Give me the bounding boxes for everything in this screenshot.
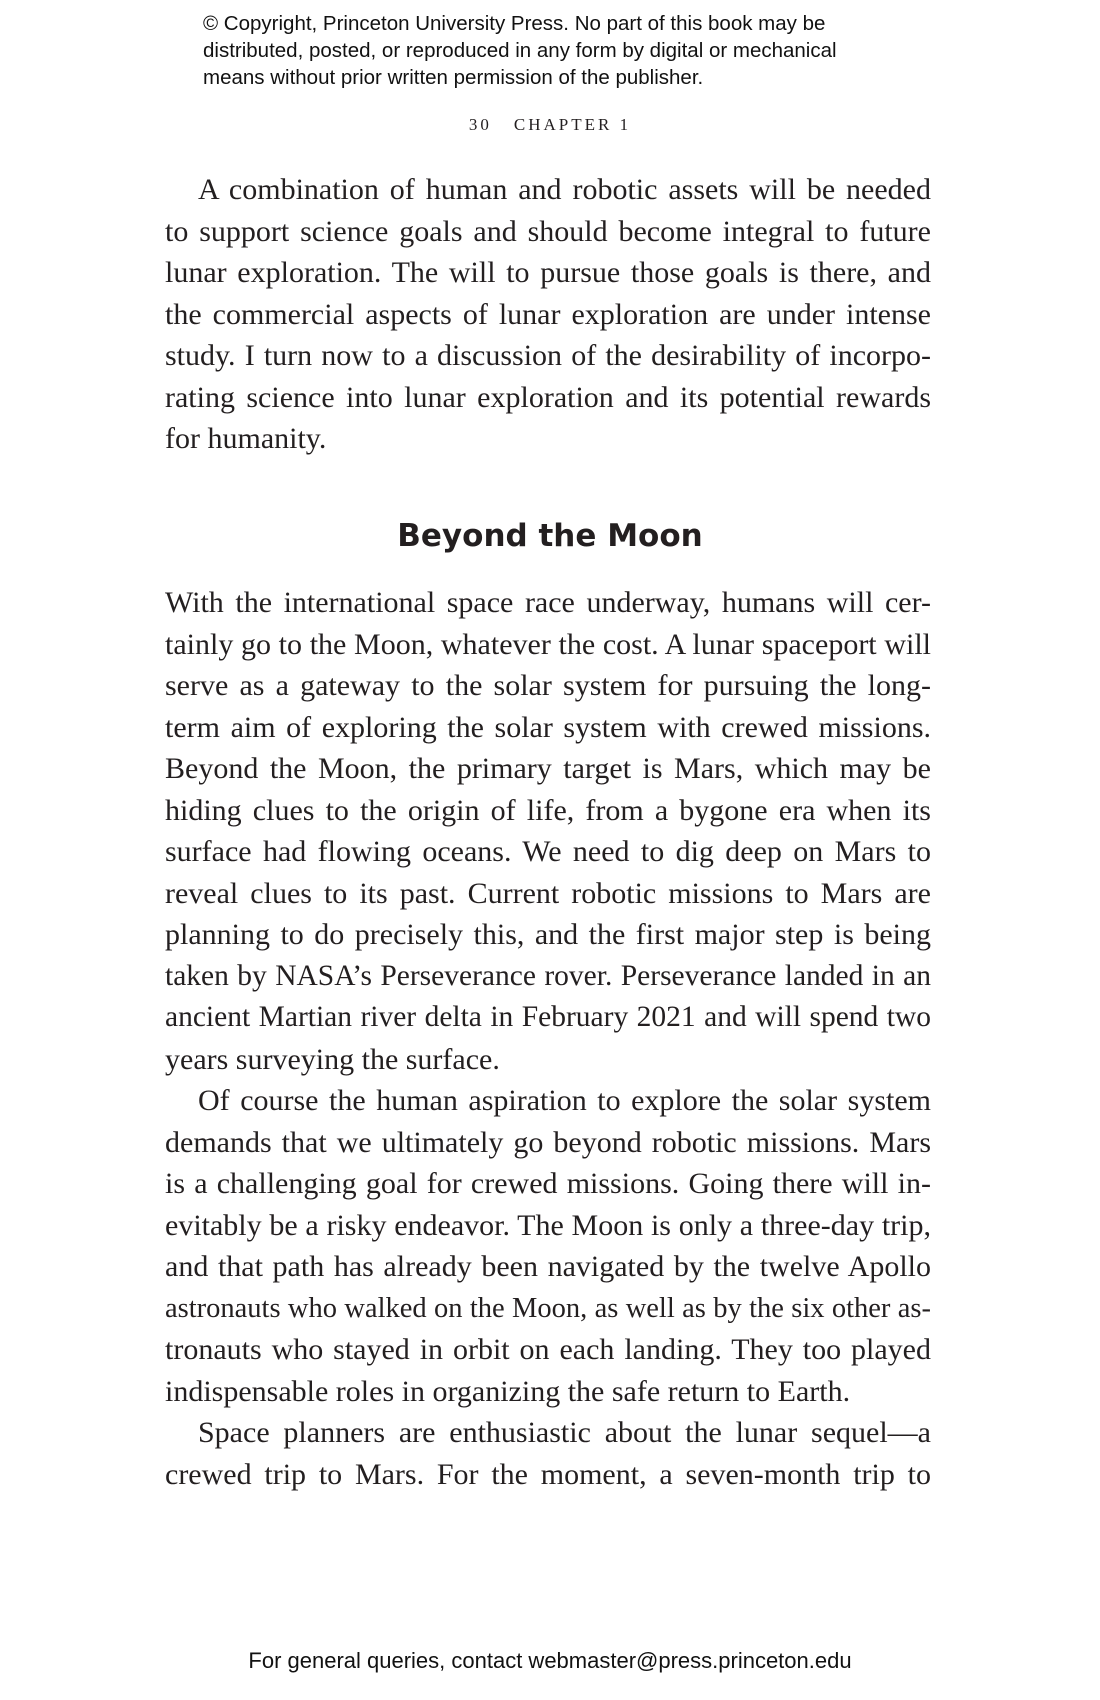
text-line: term aim of exploring the solar system with crewed missions. <box>165 710 931 744</box>
text-line: Beyond the Moon, the primary target is Mars, which may be <box>165 752 931 785</box>
text-line: the commercial aspects of lunar exploration are under intense <box>165 297 931 331</box>
paragraph <box>165 582 931 1495</box>
text-line: Of course the human aspiration to explore the solar system <box>198 1084 931 1117</box>
text-line: tronauts who stayed in orbit on each landing. They too played <box>165 1333 931 1366</box>
text-line: and that path has already been navigated by the twelve Apollo <box>165 1250 931 1283</box>
text-line: ancient Martian river delta in February 2021 and will spend two <box>165 1001 931 1033</box>
footer-contact: For general queries, contact webmaster@press.princeton.edu <box>248 1648 852 1673</box>
text-line: planning to do precisely this, and the first major step is being <box>165 918 931 951</box>
text-line: With the international space race underway, humans will cer- <box>165 586 931 619</box>
paragraph <box>165 169 931 460</box>
text-line: astronauts who walked on the Moon, as well as by the six other as- <box>165 1292 931 1324</box>
text-line: Space planners are enthusiastic about the lunar sequel—a <box>198 1416 931 1449</box>
text-line: crewed trip to Mars. For the moment, a seven-month trip to <box>165 1457 931 1491</box>
text-line: lunar exploration. The will to pursue those goals is there, and <box>165 256 931 289</box>
text-line: indispensable roles in organizing the safe return to Earth. <box>165 1374 851 1408</box>
section-heading: Beyond the Moon <box>397 518 703 554</box>
text-line: to support science goals and should become integral to future <box>165 214 931 248</box>
copyright-notice <box>203 10 963 91</box>
text-line: study. I turn now to a discussion of the desirability of incorpo- <box>165 339 931 372</box>
text-line: evitably be a risky endeavor. The Moon is only a three-day trip, <box>165 1208 931 1242</box>
text-line: years surveying the surface. <box>165 1042 500 1076</box>
text-line: taken by NASA’s Perseverance rover. Perseverance landed in an <box>165 959 931 992</box>
text-line: hiding clues to the origin of life, from a bygone era when its <box>165 793 931 827</box>
text-line: is a challenging goal for crewed missions. Going there will in- <box>165 1167 931 1200</box>
text-line: surface had flowing oceans. We need to dig deep on Mars to <box>165 835 931 868</box>
chapter-label: CHAPTER 1 <box>513 115 632 134</box>
text-line: demands that we ultimately go beyond robotic missions. Mars <box>165 1125 931 1159</box>
running-head <box>0 115 1100 135</box>
copyright-line: means without prior written permission of the publisher. <box>203 66 704 89</box>
text-line: reveal clues to its past. Current robotic missions to Mars are <box>165 876 931 910</box>
page-number: 30 <box>468 115 492 134</box>
copyright-line: © Copyright, Princeton University Press. No part of this book may be <box>203 12 826 35</box>
text-line: tainly go to the Moon, whatever the cost. A lunar spaceport will <box>165 627 931 661</box>
text-line: for humanity. <box>165 422 327 455</box>
copyright-line: distributed, posted, or reproduced in any form by digital or mechanical <box>203 39 837 62</box>
text-line: serve as a gateway to the solar system for pursuing the long- <box>165 669 931 702</box>
text-line: rating science into lunar exploration and its potential rewards <box>165 380 931 414</box>
text-line: A combination of human and robotic assets will be needed <box>198 173 931 206</box>
